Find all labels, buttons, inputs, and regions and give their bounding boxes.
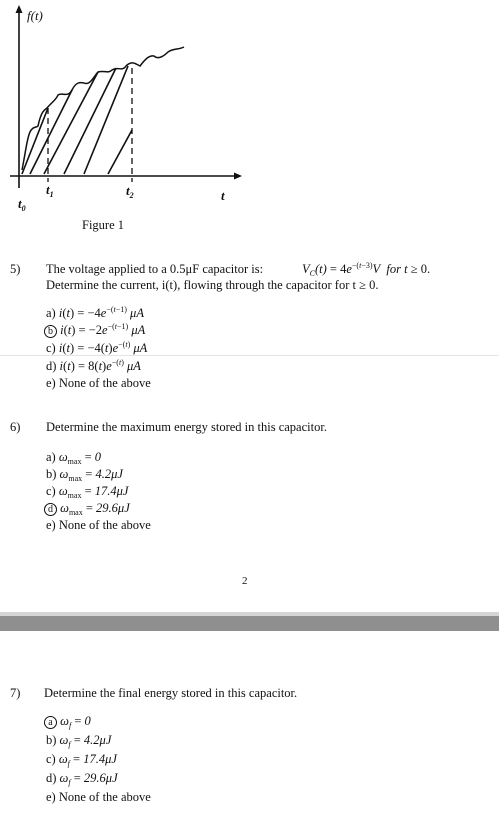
q5-option-d-label: d) xyxy=(46,359,57,373)
q7-number: 7) xyxy=(10,686,21,700)
q7-option-c[interactable]: c) $\omega_f = 17.4\mu J$ xyxy=(46,752,117,768)
t1-label-sub: 1 xyxy=(49,190,54,199)
q6-option-c[interactable]: c) $\omega_{max} = 17.4\mu J$ xyxy=(46,484,129,500)
q5-option-c-label: c) xyxy=(46,341,56,355)
q6-option-a-label: a) xyxy=(46,450,56,464)
q5-selected-circle xyxy=(44,325,57,338)
figure-caption: Figure 1 xyxy=(82,218,125,232)
q6-option-a[interactable]: a) $\omega_{max} = 0$ xyxy=(46,450,102,466)
y-axis-label: f(t) xyxy=(27,8,43,23)
t1-label-letter: t xyxy=(46,182,50,197)
q7-statement: Determine the final energy stored in this capacitor. xyxy=(44,686,298,700)
q7-option-d[interactable]: d) $\omega_f = 29.6\mu J$ xyxy=(46,771,118,787)
t0-label-sub: 0 xyxy=(21,204,26,213)
page-break xyxy=(0,616,499,631)
t2-label xyxy=(126,183,134,198)
q6-option-c-label: c) xyxy=(46,484,56,498)
q5-number: 5) xyxy=(10,262,21,276)
q5-option-d[interactable]: d) $i(t) = 8(t)e^{-(t)}$ μA xyxy=(46,358,141,373)
q6-statement: Determine the maximum energy stored in this capacitor. xyxy=(46,420,327,434)
q7-option-a-label: a xyxy=(48,717,53,728)
q6-option-d[interactable]: d $\omega_{max} = 29.6\mu J$ xyxy=(46,500,130,517)
q7-option-d-label: d) xyxy=(46,771,57,785)
t1-label xyxy=(46,182,54,197)
q5-option-a[interactable]: a) $i(t) = -4e^{-(t-1)}$ μA xyxy=(46,305,144,320)
q5-option-c[interactable]: c) $i(t) = -4(t)e^{-(t)}$ μA xyxy=(46,340,148,355)
q6-option-b-label: b) xyxy=(46,467,57,481)
t-axis-label: t xyxy=(221,188,225,203)
q7-option-e[interactable]: e) None of the above xyxy=(46,790,151,804)
t0-label-letter: t xyxy=(18,196,22,211)
q7-option-c-label: c) xyxy=(46,752,56,766)
q5-statement-line1: The voltage applied to a 0.5μF capacitor is: xyxy=(46,262,264,276)
page-number: 2 xyxy=(242,575,248,587)
q7-selected-circle xyxy=(44,716,57,729)
q7-option-b[interactable]: b) $\omega_f = 4.2\mu J$ xyxy=(46,733,112,749)
q6-selected-circle xyxy=(44,503,57,516)
q6-number: 6) xyxy=(10,420,21,434)
q6-option-d-label: d xyxy=(48,504,53,515)
scan-line xyxy=(0,355,499,356)
q5-statement-line2: Determine the current, i(t), flowing through the capacitor for t ≥ 0. xyxy=(46,278,379,292)
q7-option-a[interactable]: a $\omega_f = 0$ xyxy=(46,713,91,730)
t0-label xyxy=(18,196,26,211)
q5-option-b-label: b xyxy=(48,326,53,337)
t2-label-sub: 2 xyxy=(129,191,134,200)
q5-option-e[interactable]: e) None of the above xyxy=(46,376,151,390)
t2-label-letter: t xyxy=(126,183,130,198)
q7-option-b-label: b) xyxy=(46,733,57,747)
q6-option-b[interactable]: b) $\omega_{max} = 4.2\mu J$ xyxy=(46,467,123,483)
q5-option-b[interactable]: b $i(t) = -2e^{-(t-1)}$ μA xyxy=(46,322,145,339)
q6-option-e[interactable]: e) None of the above xyxy=(46,518,151,532)
q5-option-a-label: a) xyxy=(46,306,56,320)
q5-voltage-formula: $V_C(t) = 4e^{-(t-3)}V$ for t ≥ 0. xyxy=(302,261,431,278)
